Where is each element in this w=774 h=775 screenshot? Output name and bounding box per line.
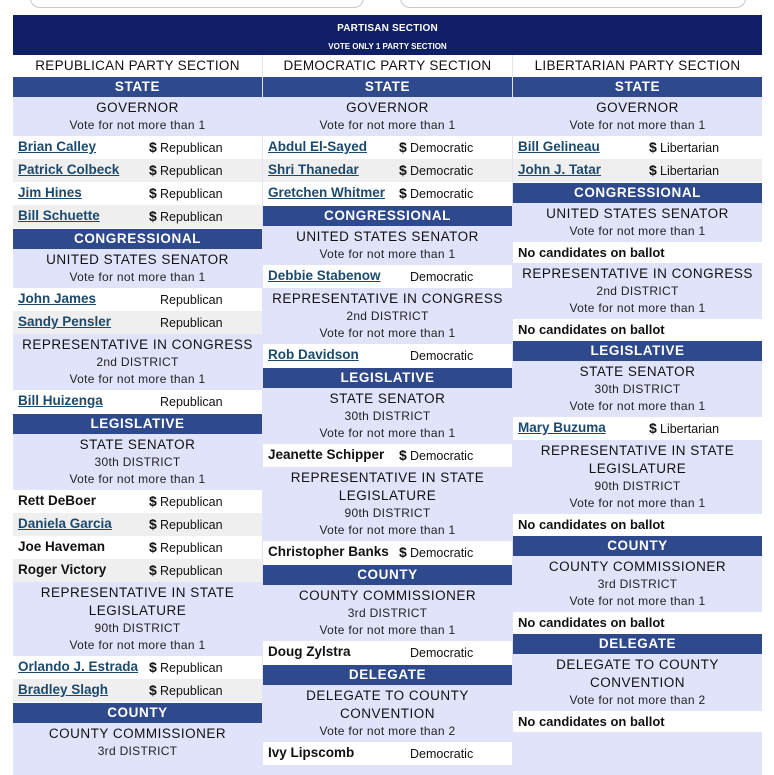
office-title: UNITED STATES SENATOR (296, 229, 479, 244)
office-title: GOVERNOR (96, 100, 179, 115)
office-block (263, 388, 512, 444)
candidate-row (13, 679, 262, 702)
dollar-icon: $ (399, 185, 407, 201)
office-block (13, 582, 262, 656)
section-header-congressional: CONGRESSIONAL (13, 228, 262, 249)
office-subtitle: Vote for not more than 2 (569, 693, 706, 707)
office-title: COUNTY COMMISSIONER (298, 588, 477, 603)
office-block (513, 440, 762, 514)
candidate-name-link[interactable]: John J. Tatar (518, 162, 602, 177)
dollar-icon: $ (399, 544, 407, 560)
dollar-icon: $ (149, 682, 157, 698)
office-block (13, 334, 262, 390)
section-header-delegate: DELEGATE (263, 664, 512, 685)
candidate-party: Democratic (410, 187, 474, 201)
candidate-name: Christopher Banks (268, 544, 389, 559)
office-title: DELEGATE TO COUNTY CONVENTION (556, 657, 719, 690)
candidate-name-link[interactable]: Rob Davidson (268, 347, 359, 362)
candidate-row (263, 541, 512, 564)
section-header-state: STATE (13, 76, 262, 97)
office-title: COUNTY COMMISSIONER (548, 559, 727, 574)
candidate-row (263, 265, 512, 288)
candidate-row (263, 444, 512, 467)
office-subtitle: Vote for not more than 1 (569, 399, 706, 413)
office-block (263, 685, 512, 742)
candidate-name-link[interactable]: Bradley Slagh (18, 682, 109, 697)
section-header-county: COUNTY (263, 564, 512, 585)
office-subtitle: Vote for not more than 1 (569, 118, 706, 132)
partisan-header (13, 15, 762, 55)
candidate-party: Democratic (410, 546, 474, 560)
office-title: UNITED STATES SENATOR (46, 252, 229, 267)
candidate-party: Republican (160, 210, 223, 224)
office-subtitle: Vote for not more than 1 (569, 594, 706, 608)
candidate-party: Republican (160, 518, 223, 532)
candidate-row (13, 390, 262, 413)
section-header-county: COUNTY (13, 702, 262, 723)
candidate-row (13, 159, 262, 182)
office-subtitle: Vote for not more than 1 (69, 472, 206, 486)
candidate-row (513, 136, 762, 159)
democratic-column (263, 55, 512, 765)
office-subtitle: 30th DISTRICT (594, 382, 681, 396)
office-subtitle: Vote for not more than 1 (319, 523, 456, 537)
partisan-ballot (13, 15, 762, 775)
top-input-left[interactable] (30, 0, 364, 8)
office-subtitle: Vote for not more than 1 (319, 326, 456, 340)
candidate-name-link[interactable]: Shri Thanedar (268, 162, 359, 177)
section-header-state: STATE (263, 76, 512, 97)
section-header-legislative: LEGISLATIVE (263, 367, 512, 388)
candidate-row (13, 536, 262, 559)
partisan-title: PARTISAN SECTION (337, 23, 438, 34)
office-subtitle: Vote for not more than 1 (69, 270, 206, 284)
office-block (513, 654, 762, 711)
office-subtitle: Vote for not more than 1 (319, 247, 456, 261)
candidate-name: Joe Haveman (18, 539, 106, 554)
section-header-state: STATE (513, 76, 762, 97)
section-header-congressional: CONGRESSIONAL (513, 182, 762, 203)
party-section-heading: LIBERTARIAN PARTY SECTION (513, 55, 762, 76)
office-subtitle: Vote for not more than 1 (319, 426, 456, 440)
office-subtitle: 30th DISTRICT (344, 409, 431, 423)
office-block (513, 556, 762, 612)
dollar-icon: $ (149, 493, 157, 509)
candidate-name-link[interactable]: Jim Hines (18, 185, 82, 200)
candidate-party: Democratic (410, 449, 474, 463)
office-subtitle: Vote for not more than 1 (69, 372, 206, 386)
office-block (513, 97, 762, 136)
office-title: REPRESENTATIVE IN STATE LEGISLATURE (290, 470, 485, 503)
candidate-name-link[interactable]: Bill Huizenga (18, 393, 103, 408)
no-candidates-notice: No candidates on ballot (513, 711, 762, 732)
office-block (13, 249, 262, 288)
dollar-icon: $ (149, 562, 157, 578)
office-title: STATE SENATOR (329, 391, 446, 406)
section-header-county: COUNTY (513, 535, 762, 556)
candidate-row (13, 513, 262, 536)
no-candidates-notice: No candidates on ballot (513, 612, 762, 633)
candidate-name-link[interactable]: John James (18, 291, 97, 306)
candidate-row (513, 417, 762, 440)
candidate-party: Republican (160, 141, 223, 155)
dollar-icon: $ (149, 539, 157, 555)
candidate-party: Libertarian (660, 164, 720, 178)
candidate-name-link[interactable]: Bill Schuette (18, 208, 100, 223)
dollar-icon: $ (399, 162, 407, 178)
candidate-party: Republican (160, 661, 223, 675)
office-subtitle: 90th DISTRICT (594, 479, 681, 493)
section-header-legislative: LEGISLATIVE (513, 340, 762, 361)
dollar-icon: $ (649, 420, 657, 436)
dollar-icon: $ (399, 139, 407, 155)
dollar-icon: $ (149, 162, 157, 178)
office-subtitle: Vote for not more than 1 (569, 301, 706, 315)
office-title: REPRESENTATIVE IN CONGRESS (22, 337, 253, 352)
office-title: REPRESENTATIVE IN CONGRESS (272, 291, 503, 306)
candidate-name-link[interactable]: Daniela Garcia (18, 516, 112, 531)
candidate-party: Democratic (410, 270, 474, 284)
candidate-name-link[interactable]: Gretchen Whitmer (268, 185, 386, 200)
candidate-name: Doug Zylstra (268, 644, 351, 659)
top-input-right[interactable] (400, 0, 746, 8)
office-subtitle: 2nd DISTRICT (596, 284, 679, 298)
candidate-name: Jeanette Schipper (268, 447, 385, 462)
office-block (263, 226, 512, 265)
candidate-row (263, 182, 512, 205)
office-block (263, 585, 512, 641)
dollar-icon: $ (399, 447, 407, 463)
candidate-party: Democratic (410, 349, 474, 363)
no-candidates-notice: No candidates on ballot (513, 319, 762, 340)
candidate-name-link[interactable]: Patrick Colbeck (18, 162, 120, 177)
candidate-row (13, 136, 262, 159)
office-subtitle: Vote for not more than 2 (319, 724, 456, 738)
office-subtitle: 2nd DISTRICT (346, 309, 429, 323)
partisan-subtitle: VOTE ONLY 1 PARTY SECTION (328, 42, 447, 51)
dollar-icon: $ (149, 516, 157, 532)
candidate-row (263, 159, 512, 182)
candidate-party: Republican (160, 187, 223, 201)
candidate-name-link[interactable]: Sandy Pensler (18, 314, 112, 329)
office-title: DELEGATE TO COUNTY CONVENTION (306, 688, 469, 721)
candidate-name-link[interactable]: Bill Gelineau (518, 139, 600, 154)
office-subtitle: 3rd DISTRICT (597, 577, 678, 591)
candidate-party: Republican (160, 495, 223, 509)
candidate-row (263, 344, 512, 367)
party-section-heading: DEMOCRATIC PARTY SECTION (263, 55, 512, 76)
office-subtitle: 3rd DISTRICT (347, 606, 428, 620)
office-block (13, 723, 262, 762)
office-subtitle: 90th DISTRICT (94, 621, 181, 635)
office-subtitle: Vote for not more than 1 (319, 623, 456, 637)
candidate-name: Rett DeBoer (18, 493, 97, 508)
candidate-party: Democratic (410, 646, 474, 660)
dollar-icon: $ (149, 139, 157, 155)
office-subtitle: Vote for not more than 1 (569, 224, 706, 238)
office-block (263, 288, 512, 344)
candidate-party: Republican (160, 395, 223, 409)
office-title: REPRESENTATIVE IN STATE LEGISLATURE (40, 585, 235, 618)
office-subtitle: Vote for not more than 1 (69, 118, 206, 132)
office-title: COUNTY COMMISSIONER (48, 726, 227, 741)
dollar-icon: $ (649, 139, 657, 155)
office-subtitle: Vote for not more than 1 (69, 638, 206, 652)
candidate-name-link[interactable]: Brian Calley (18, 139, 97, 154)
candidate-party: Republican (160, 293, 223, 307)
office-title: GOVERNOR (596, 100, 679, 115)
candidate-party: Republican (160, 316, 223, 330)
candidate-row (263, 641, 512, 664)
office-title: STATE SENATOR (579, 364, 696, 379)
candidate-name-link[interactable]: Debbie Stabenow (268, 268, 381, 283)
candidate-row (263, 136, 512, 159)
republican-column (13, 55, 262, 762)
dollar-icon: $ (649, 162, 657, 178)
top-input-strip (0, 0, 774, 14)
libertarian-column (513, 55, 762, 732)
section-header-legislative: LEGISLATIVE (13, 413, 262, 434)
office-block (13, 97, 262, 136)
candidate-party: Libertarian (660, 422, 720, 436)
candidate-party: Democratic (410, 141, 474, 155)
candidate-row (13, 656, 262, 679)
dollar-icon: $ (149, 185, 157, 201)
candidate-row (13, 559, 262, 582)
candidate-row (13, 182, 262, 205)
section-header-congressional: CONGRESSIONAL (263, 205, 512, 226)
candidate-name-link[interactable]: Mary Buzuma (518, 420, 606, 435)
office-title: GOVERNOR (346, 100, 429, 115)
candidate-party: Republican (160, 564, 223, 578)
candidate-row (13, 205, 262, 228)
office-block (513, 361, 762, 417)
party-section-heading: REPUBLICAN PARTY SECTION (13, 55, 262, 76)
no-candidates-notice: No candidates on ballot (513, 514, 762, 535)
office-block (513, 203, 762, 242)
dollar-icon: $ (149, 208, 157, 224)
candidate-row (513, 159, 762, 182)
office-subtitle: 90th DISTRICT (344, 506, 431, 520)
candidate-name-link[interactable]: Abdul El-Sayed (268, 139, 368, 154)
office-subtitle: 3rd DISTRICT (97, 744, 178, 758)
candidate-name: Roger Victory (18, 562, 107, 577)
candidate-name: Ivy Lipscomb (268, 745, 355, 760)
candidate-party: Libertarian (660, 141, 720, 155)
no-candidates-notice: No candidates on ballot (513, 242, 762, 263)
office-subtitle: 2nd DISTRICT (96, 355, 179, 369)
office-subtitle: Vote for not more than 1 (569, 496, 706, 510)
candidate-name-link[interactable]: Orlando J. Estrada (18, 659, 139, 674)
candidate-party: Republican (160, 164, 223, 178)
office-title: UNITED STATES SENATOR (546, 206, 729, 221)
candidate-row (13, 490, 262, 513)
section-header-delegate: DELEGATE (513, 633, 762, 654)
office-subtitle: 30th DISTRICT (94, 455, 181, 469)
dollar-icon: $ (149, 659, 157, 675)
candidate-party: Republican (160, 684, 223, 698)
candidate-row (13, 288, 262, 311)
office-block (263, 97, 512, 136)
office-block (513, 263, 762, 319)
office-block (13, 434, 262, 490)
office-title: STATE SENATOR (79, 437, 196, 452)
candidate-party: Democratic (410, 747, 474, 761)
office-block (263, 467, 512, 541)
office-subtitle: Vote for not more than 1 (319, 118, 456, 132)
office-title: REPRESENTATIVE IN CONGRESS (522, 266, 753, 281)
candidate-row (13, 311, 262, 334)
candidate-party: Republican (160, 541, 223, 555)
candidate-party: Democratic (410, 164, 474, 178)
office-title: REPRESENTATIVE IN STATE LEGISLATURE (540, 443, 735, 476)
